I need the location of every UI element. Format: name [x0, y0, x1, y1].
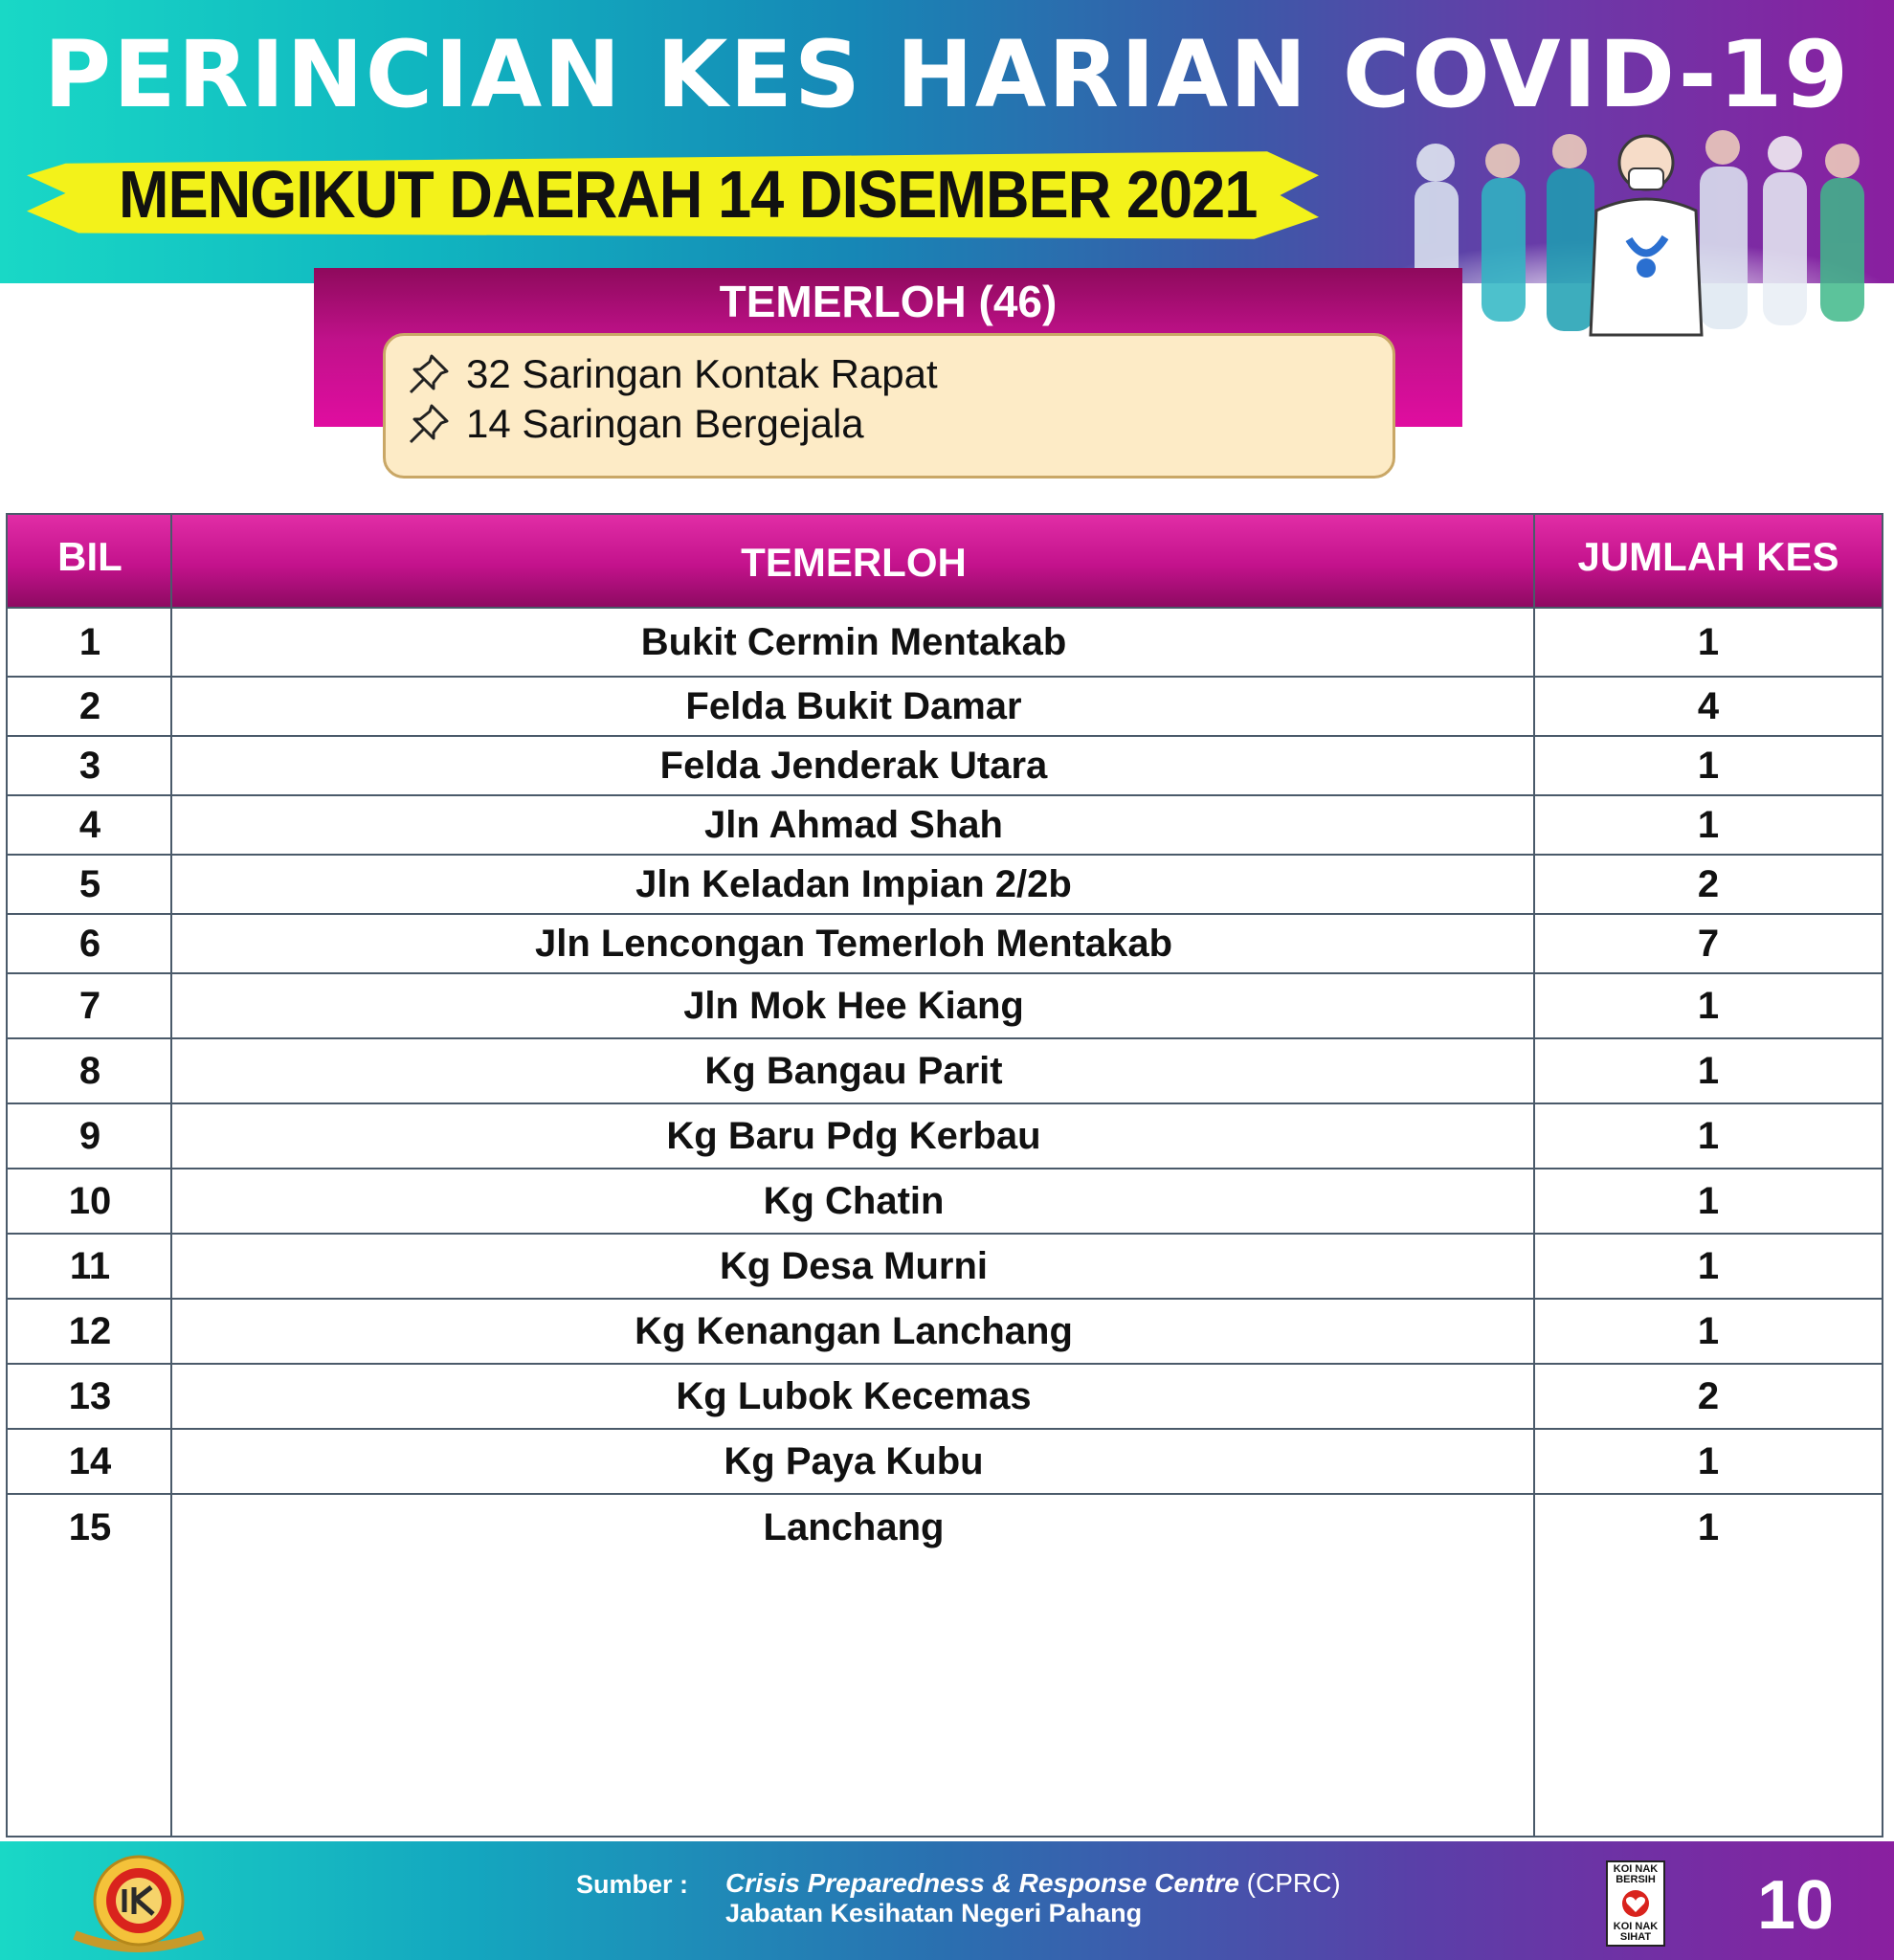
table-row: [8, 796, 1882, 856]
row-number: 7: [78, 984, 101, 1027]
page-title: PERINCIAN KES HARIAN COVID-19: [43, 21, 1851, 128]
source-label: Sumber :: [576, 1870, 689, 1899]
row-area: Jln Ahmad Shah: [704, 803, 1003, 846]
row-number: 4: [78, 803, 101, 846]
row-area: Kg Paya Kubu: [724, 1439, 984, 1482]
column-header-bil: BIL: [57, 534, 123, 579]
row-area: Kg Desa Murni: [719, 1244, 989, 1287]
row-case-count: 4: [1697, 684, 1720, 727]
koi-nak-sihat-badge: [1606, 1860, 1665, 1947]
table-row: [8, 737, 1882, 796]
summary-item: [405, 349, 938, 399]
row-area: Jln Lencongan Temerloh Mentakab: [534, 922, 1173, 965]
row-area: Kg Chatin: [763, 1179, 945, 1222]
heart-icon: [1618, 1889, 1653, 1918]
table-row: [8, 678, 1882, 737]
jkn-logo: [57, 1853, 220, 1952]
page-number: 10: [1757, 1867, 1835, 1944]
badge-bottom-text: KOI NAK SIHAT: [1613, 1921, 1659, 1943]
pushpin-icon: [405, 400, 453, 448]
row-number: 15: [68, 1505, 112, 1548]
district-title: TEMERLOH (46): [719, 277, 1058, 326]
row-number: 3: [78, 744, 101, 787]
source-org-name: Crisis Preparedness & Response Centre: [725, 1868, 1239, 1898]
row-case-count: 2: [1697, 862, 1720, 905]
row-number: 14: [68, 1439, 112, 1482]
row-area: Kg Baru Pdg Kerbau: [666, 1114, 1041, 1157]
table-header: [8, 515, 1882, 609]
row-case-count: 1: [1697, 1244, 1720, 1287]
row-area: Felda Jenderak Utara: [659, 744, 1048, 787]
row-case-count: 1: [1697, 984, 1720, 1027]
row-number: 10: [68, 1179, 112, 1222]
row-case-count: 7: [1697, 922, 1720, 965]
summary-item: [405, 399, 864, 449]
row-area: Jln Mok Hee Kiang: [683, 984, 1024, 1027]
table-row: [8, 1235, 1882, 1300]
row-number: 1: [78, 620, 101, 663]
row-area: Felda Bukit Damar: [685, 684, 1022, 727]
table-row: [8, 1300, 1882, 1365]
source-org-abbr: (CPRC): [1238, 1868, 1341, 1898]
row-case-count: 1: [1697, 803, 1720, 846]
table-row: [8, 915, 1882, 974]
row-case-count: 1: [1697, 1049, 1720, 1092]
summary-text: 32 Saringan Kontak Rapat: [466, 351, 938, 396]
row-number: 13: [68, 1374, 112, 1417]
row-area: Kg Kenangan Lanchang: [635, 1309, 1073, 1352]
source-department: Jabatan Kesihatan Negeri Pahang: [725, 1899, 1143, 1927]
row-case-count: 1: [1697, 1439, 1720, 1482]
summary-text: 14 Saringan Bergejala: [466, 401, 864, 446]
table-row: [8, 974, 1882, 1039]
row-case-count: 1: [1697, 1505, 1720, 1548]
table-row: [8, 856, 1882, 915]
table-row: [8, 1365, 1882, 1430]
column-header-area: TEMERLOH: [741, 540, 967, 585]
row-case-count: 1: [1697, 1309, 1720, 1352]
row-area: Kg Bangau Parit: [704, 1049, 1003, 1092]
pushpin-icon: [405, 350, 453, 398]
row-case-count: 1: [1697, 620, 1720, 663]
row-area: Jln Keladan Impian 2/2b: [635, 862, 1072, 905]
table-row: [8, 1495, 1882, 1560]
page-subtitle: MENGIKUT DAERAH 14 DISEMBER 2021: [119, 157, 1258, 232]
table-row: [8, 1104, 1882, 1169]
table-row: [8, 1430, 1882, 1495]
table-row: [8, 1169, 1882, 1235]
row-number: 5: [78, 862, 101, 905]
cases-table: [6, 513, 1883, 1838]
row-area: Kg Lubok Kecemas: [676, 1374, 1032, 1417]
row-case-count: 1: [1697, 744, 1720, 787]
table-row: [8, 609, 1882, 678]
row-area: Lanchang: [763, 1505, 945, 1548]
table-row: [8, 1039, 1882, 1104]
row-area: Bukit Cermin Mentakab: [640, 620, 1067, 663]
row-number: 8: [78, 1049, 101, 1092]
row-case-count: 2: [1697, 1374, 1720, 1417]
row-case-count: 1: [1697, 1179, 1720, 1222]
row-number: 2: [78, 684, 101, 727]
source-org: [725, 1868, 1341, 1899]
row-number: 12: [68, 1309, 112, 1352]
badge-top-text: KOI NAK BERSIH: [1613, 1863, 1659, 1885]
column-header-count: JUMLAH KES: [1577, 534, 1839, 579]
row-number: 9: [78, 1114, 101, 1157]
row-number: 6: [78, 922, 101, 965]
row-case-count: 1: [1697, 1114, 1720, 1157]
district-summary-box: [383, 333, 1395, 479]
row-number: 11: [69, 1244, 111, 1287]
